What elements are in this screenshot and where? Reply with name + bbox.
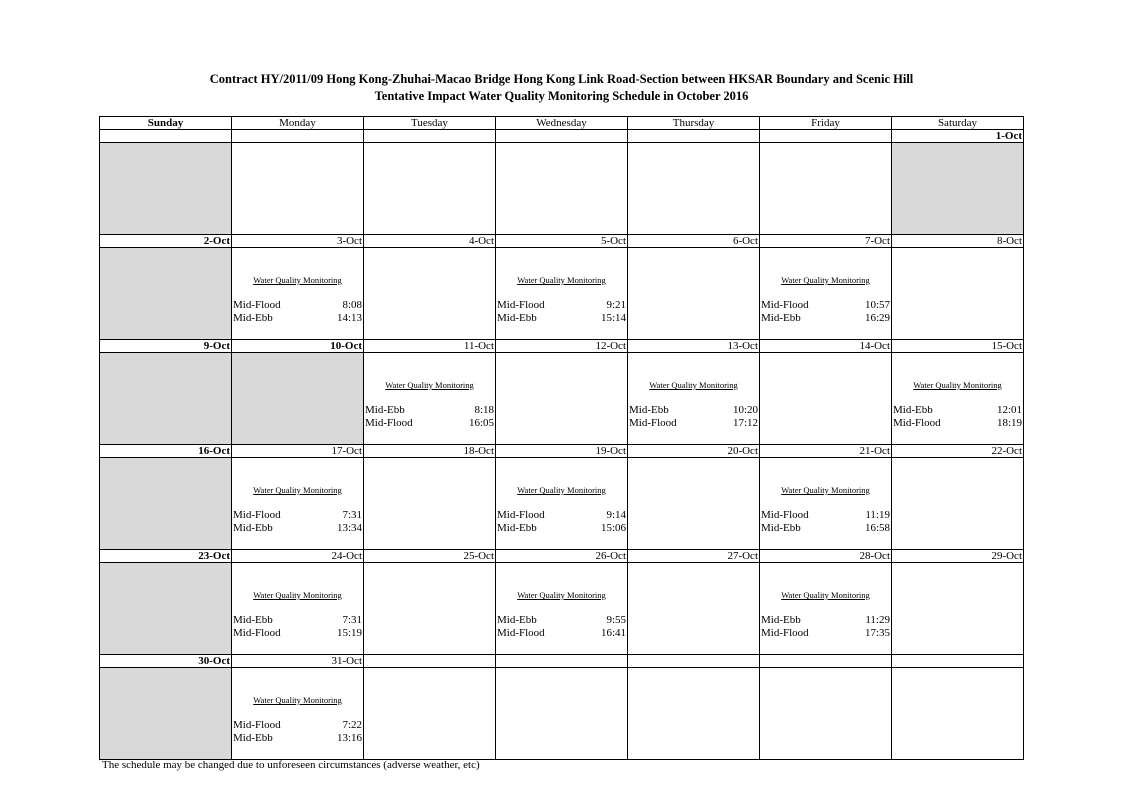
tide-time-row (761, 509, 890, 522)
tide-time-row (497, 312, 626, 325)
date-label: 17-Oct (232, 445, 364, 458)
document-subtitle: Tentative Impact Water Quality Monitoring Schedule in October 2016 (374, 89, 749, 103)
date-label: 3-Oct (232, 235, 364, 248)
tide-time: 7:31 (342, 509, 362, 521)
tide-phase: Mid-Ebb (497, 614, 537, 626)
tide-time: 10:57 (864, 299, 890, 311)
document-title: Contract HY/2011/09 Hong Kong-Zhuhai-Macao Bridge Hong Kong Link Road-Section between HKSAR Boundary and Scenic Hill (209, 72, 914, 86)
date-label (628, 655, 760, 668)
tide-time-row (761, 522, 890, 535)
calendar-table (99, 116, 1024, 760)
week-body-row (100, 458, 1024, 550)
day-cell (760, 353, 892, 445)
monitoring-label: Water Quality Monitoring (253, 485, 342, 495)
tide-phase: Mid-Flood (893, 417, 941, 429)
tide-phase: Mid-Ebb (629, 404, 669, 416)
day-cell (100, 143, 232, 235)
tide-phase: Mid-Ebb (233, 522, 273, 534)
monitoring-label: Water Quality Monitoring (517, 485, 606, 495)
date-label: 14-Oct (760, 340, 892, 353)
tide-phase: Mid-Ebb (497, 522, 537, 534)
tide-time-row (629, 404, 758, 417)
day-cell (232, 248, 364, 340)
tide-time: 17:35 (864, 627, 890, 639)
date-label: 21-Oct (760, 445, 892, 458)
date-label: 10-Oct (232, 340, 364, 353)
tide-phase: Mid-Flood (233, 719, 281, 731)
tide-time-row (761, 627, 890, 640)
tide-time: 16:05 (468, 417, 494, 429)
date-label: 18-Oct (364, 445, 496, 458)
date-label: 15-Oct (892, 340, 1024, 353)
date-label: 25-Oct (364, 550, 496, 563)
monitoring-label: Water Quality Monitoring (649, 380, 738, 390)
day-header: Wednesday (496, 117, 628, 130)
tide-time-row (497, 627, 626, 640)
tide-time: 13:16 (336, 732, 362, 744)
day-cell (628, 248, 760, 340)
date-label: 29-Oct (892, 550, 1024, 563)
monitoring-label: Water Quality Monitoring (253, 275, 342, 285)
tide-time: 14:13 (336, 312, 362, 324)
day-cell (100, 248, 232, 340)
tide-time: 18:19 (996, 417, 1022, 429)
day-cell (496, 563, 628, 655)
date-label: 31-Oct (232, 655, 364, 668)
day-cell (892, 248, 1024, 340)
date-label: 7-Oct (760, 235, 892, 248)
monitoring-label: Water Quality Monitoring (781, 485, 870, 495)
date-label: 16-Oct (100, 445, 232, 458)
tide-time: 9:55 (606, 614, 626, 626)
day-cell (760, 248, 892, 340)
date-label: 28-Oct (760, 550, 892, 563)
monitoring-label: Water Quality Monitoring (253, 590, 342, 600)
tide-phase: Mid-Flood (761, 627, 809, 639)
date-label (232, 130, 364, 143)
tide-time-row (365, 404, 494, 417)
date-label (496, 655, 628, 668)
date-label: 20-Oct (628, 445, 760, 458)
day-header: Friday (760, 117, 892, 130)
week-body-row (100, 143, 1024, 235)
day-cell (892, 563, 1024, 655)
day-header: Thursday (628, 117, 760, 130)
tide-phase: Mid-Ebb (893, 404, 933, 416)
tide-phase: Mid-Ebb (233, 732, 273, 744)
day-cell (100, 458, 232, 550)
tide-time: 12:01 (996, 404, 1022, 416)
day-cell (100, 353, 232, 445)
week-body-row (100, 248, 1024, 340)
tide-time-row (497, 509, 626, 522)
date-row (100, 445, 1024, 458)
tide-phase: Mid-Flood (629, 417, 677, 429)
date-label: 1-Oct (892, 130, 1024, 143)
day-header: Saturday (892, 117, 1024, 130)
tide-time: 16:41 (600, 627, 626, 639)
tide-phase: Mid-Ebb (761, 614, 801, 626)
day-cell (496, 248, 628, 340)
day-cell (364, 668, 496, 760)
day-cell (364, 353, 496, 445)
date-label: 5-Oct (496, 235, 628, 248)
tide-time-row (233, 522, 362, 535)
date-label: 26-Oct (496, 550, 628, 563)
tide-time: 9:14 (606, 509, 626, 521)
tide-time-row (497, 299, 626, 312)
day-cell (100, 563, 232, 655)
tide-time: 11:29 (865, 614, 890, 626)
tide-time-row (365, 417, 494, 430)
day-cell (232, 143, 364, 235)
tide-time: 16:58 (864, 522, 890, 534)
date-label (496, 130, 628, 143)
day-cell (364, 563, 496, 655)
tide-phase: Mid-Ebb (761, 312, 801, 324)
date-label: 8-Oct (892, 235, 1024, 248)
tide-phase: Mid-Flood (365, 417, 413, 429)
date-row (100, 340, 1024, 353)
date-label: 11-Oct (364, 340, 496, 353)
tide-phase: Mid-Ebb (761, 522, 801, 534)
date-label: 30-Oct (100, 655, 232, 668)
tide-phase: Mid-Flood (233, 509, 281, 521)
day-cell (628, 353, 760, 445)
day-cell (364, 458, 496, 550)
day-cell (760, 563, 892, 655)
date-label: 22-Oct (892, 445, 1024, 458)
day-cell (100, 668, 232, 760)
tide-phase: Mid-Ebb (233, 614, 273, 626)
date-label (100, 130, 232, 143)
tide-time-row (761, 299, 890, 312)
day-cell (496, 353, 628, 445)
tide-time: 8:18 (474, 404, 494, 416)
day-cell (628, 458, 760, 550)
tide-time-row (629, 417, 758, 430)
tide-time: 16:29 (864, 312, 890, 324)
tide-time: 9:21 (606, 299, 626, 311)
date-label: 23-Oct (100, 550, 232, 563)
monitoring-label: Water Quality Monitoring (517, 590, 606, 600)
tide-time: 11:19 (865, 509, 890, 521)
day-cell (892, 668, 1024, 760)
day-cell (364, 248, 496, 340)
date-label: 19-Oct (496, 445, 628, 458)
date-label: 27-Oct (628, 550, 760, 563)
date-row (100, 550, 1024, 563)
date-label: 24-Oct (232, 550, 364, 563)
tide-time: 7:22 (342, 719, 362, 731)
day-cell (760, 668, 892, 760)
tide-time-row (233, 614, 362, 627)
tide-time-row (893, 404, 1022, 417)
day-cell (628, 563, 760, 655)
date-label (892, 655, 1024, 668)
day-header-row (100, 117, 1024, 130)
day-header: Tuesday (364, 117, 496, 130)
date-row (100, 130, 1024, 143)
monitoring-label: Water Quality Monitoring (781, 275, 870, 285)
tide-time-row (761, 312, 890, 325)
tide-time: 15:19 (336, 627, 362, 639)
tide-time-row (497, 614, 626, 627)
day-header: Monday (232, 117, 364, 130)
tide-time-row (233, 312, 362, 325)
monitoring-label: Water Quality Monitoring (253, 695, 342, 705)
day-cell (232, 563, 364, 655)
day-cell (496, 458, 628, 550)
day-cell (232, 458, 364, 550)
monitoring-label: Water Quality Monitoring (781, 590, 870, 600)
day-cell (892, 458, 1024, 550)
date-row (100, 655, 1024, 668)
date-label: 6-Oct (628, 235, 760, 248)
tide-phase: Mid-Flood (761, 299, 809, 311)
day-cell (496, 143, 628, 235)
date-row (100, 235, 1024, 248)
tide-phase: Mid-Ebb (497, 312, 537, 324)
tide-phase: Mid-Flood (497, 299, 545, 311)
day-cell (232, 668, 364, 760)
day-cell (760, 143, 892, 235)
date-label (760, 655, 892, 668)
date-label (760, 130, 892, 143)
tide-time: 15:14 (600, 312, 626, 324)
tide-time-row (497, 522, 626, 535)
day-cell (628, 668, 760, 760)
tide-time: 10:20 (732, 404, 758, 416)
tide-time-row (233, 299, 362, 312)
monitoring-label: Water Quality Monitoring (517, 275, 606, 285)
tide-time-row (233, 509, 362, 522)
tide-time: 15:06 (600, 522, 626, 534)
week-body-row (100, 353, 1024, 445)
monitoring-label: Water Quality Monitoring (913, 380, 1002, 390)
day-cell (892, 353, 1024, 445)
date-label: 13-Oct (628, 340, 760, 353)
tide-phase: Mid-Flood (761, 509, 809, 521)
week-body-row (100, 668, 1024, 760)
footnote: The schedule may be changed due to unforeseen circumstances (adverse weather, etc) (102, 759, 480, 771)
tide-time-row (893, 417, 1022, 430)
tide-phase: Mid-Flood (497, 509, 545, 521)
tide-time-row (233, 732, 362, 745)
day-cell (496, 668, 628, 760)
day-header: Sunday (100, 117, 232, 130)
day-cell (364, 143, 496, 235)
tide-phase: Mid-Flood (233, 627, 281, 639)
monitoring-label: Water Quality Monitoring (385, 380, 474, 390)
day-cell (232, 353, 364, 445)
date-label: 12-Oct (496, 340, 628, 353)
tide-time-row (761, 614, 890, 627)
day-cell (628, 143, 760, 235)
date-label (364, 130, 496, 143)
date-label (628, 130, 760, 143)
tide-phase: Mid-Flood (497, 627, 545, 639)
tide-time-row (233, 627, 362, 640)
tide-phase: Mid-Ebb (365, 404, 405, 416)
date-label: 2-Oct (100, 235, 232, 248)
date-label: 9-Oct (100, 340, 232, 353)
day-cell (760, 458, 892, 550)
tide-time: 13:34 (336, 522, 362, 534)
date-label: 4-Oct (364, 235, 496, 248)
tide-time: 17:12 (732, 417, 758, 429)
tide-phase: Mid-Ebb (233, 312, 273, 324)
tide-phase: Mid-Flood (233, 299, 281, 311)
tide-time: 8:08 (342, 299, 362, 311)
week-body-row (100, 563, 1024, 655)
date-label (364, 655, 496, 668)
tide-time: 7:31 (342, 614, 362, 626)
day-cell (892, 143, 1024, 235)
tide-time-row (233, 719, 362, 732)
